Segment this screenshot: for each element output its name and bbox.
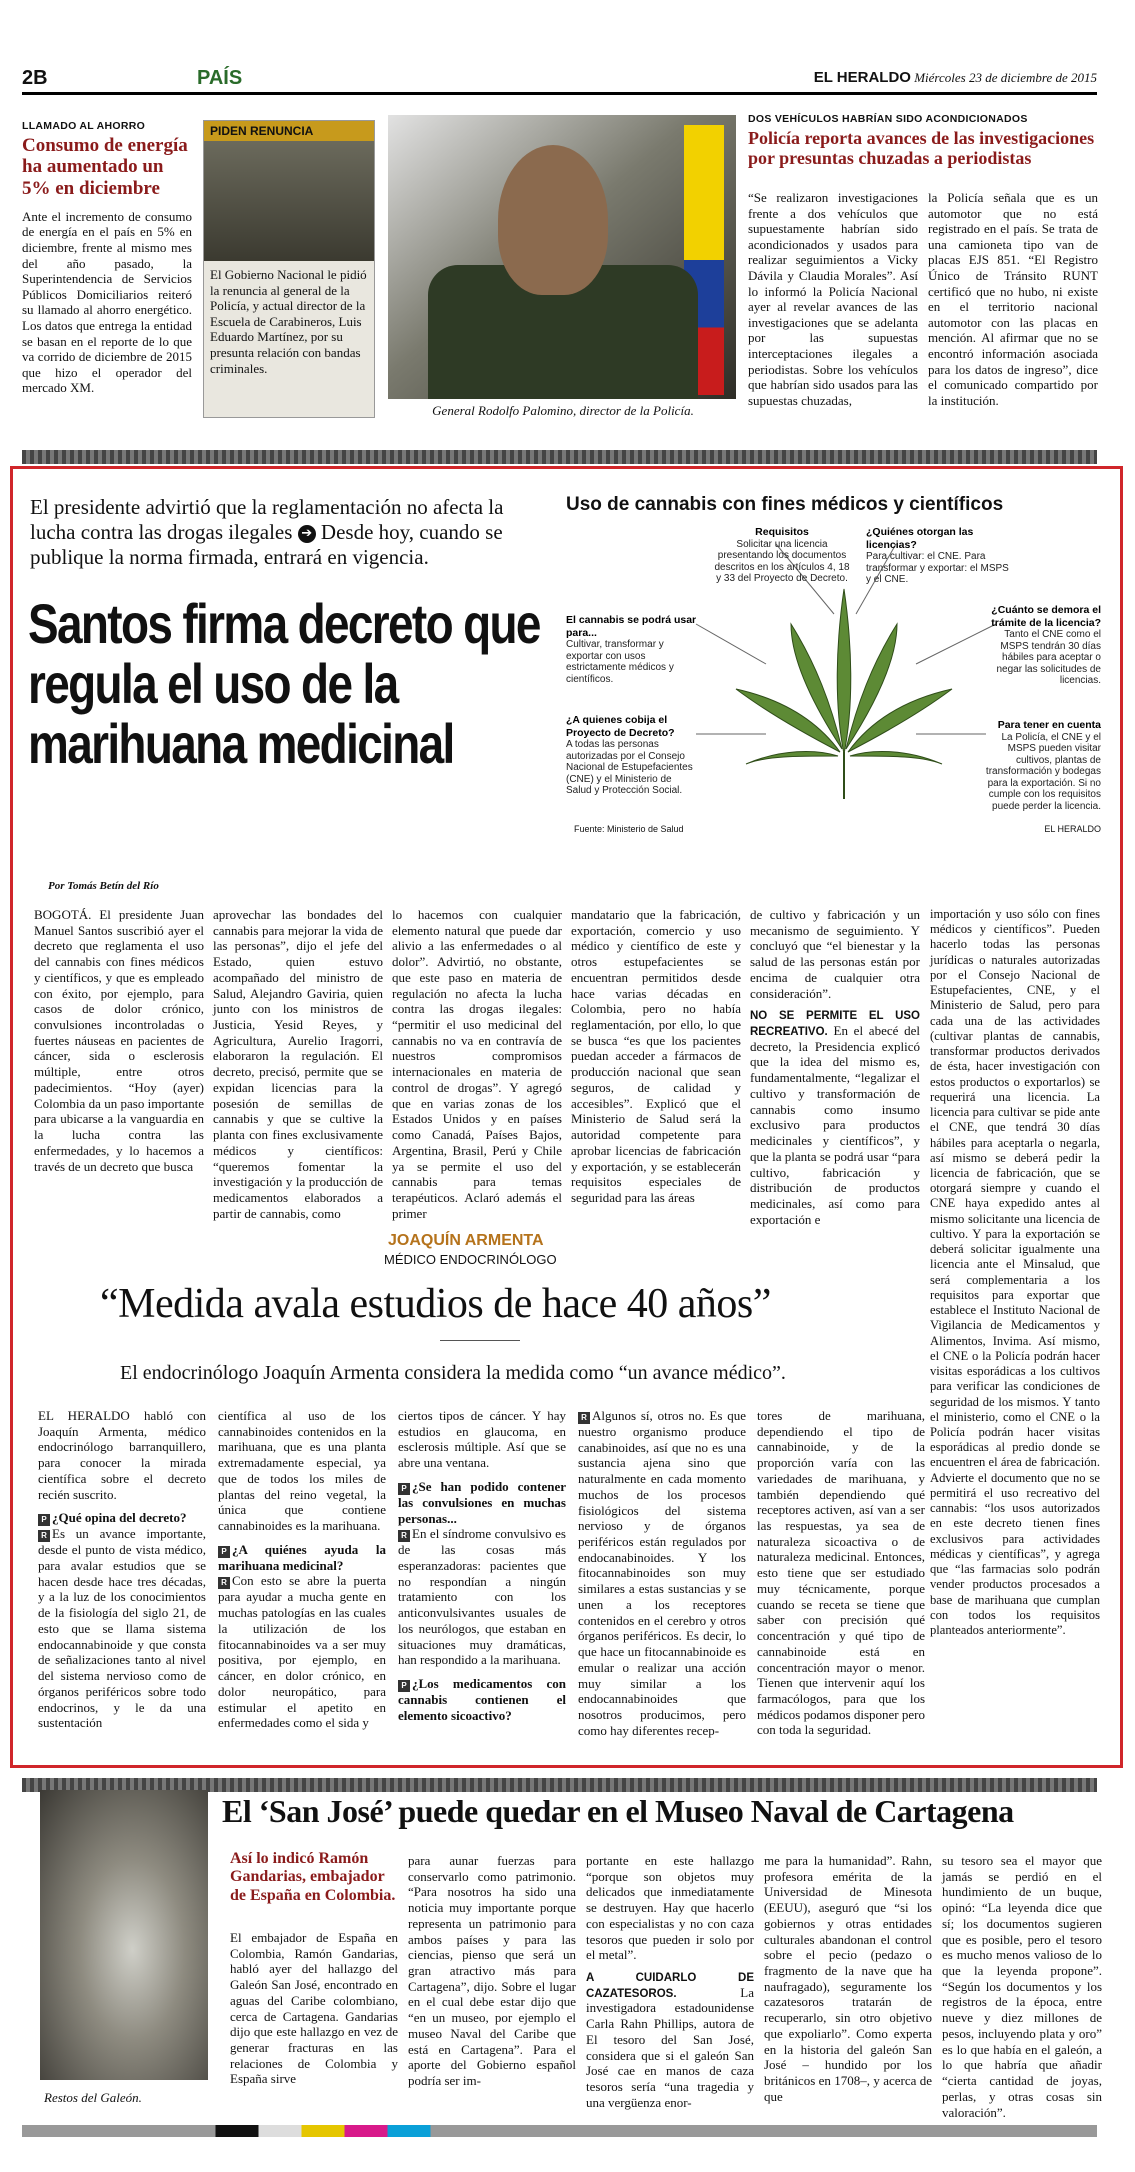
article-col-1: BOGOTÁ. El presidente Juan Manuel Santos suscribió ayer el decreto que reglamenta el uso del cannabis con fines médicos y científicos, y que es empleado con éxito, por ejemplo, para casos de dolor crónico, convulsiones incontroladas o fuertes náuseas en pacientes de cáncer, sida o esclerosis múltiple, entre otros padecimientos. “Hoy (ayer) Colombia da un paso importante para ubicarse a la vanguardia en la lucha contra las enfermedades, y lo hacemos a través de un decreto que busca [34,907,204,1174]
page-number: 2B [22,67,48,89]
info-tener-text: La Policía, el CNE y el MSPS pueden visitar cultivos, plantas de transformación y bodegas para la exportación. Si no cumple con los requisitos puede perder la licencia. [985,731,1101,812]
sanjose-col-1: El embajador de España en Colombia, Ramón Gandarias, habló ayer del hallazgo del Galeón San José, encontrado en aguas del Caribe colombiano, cerca de Cartagena. Gandarias dijo que este hallazgo en vez de generar fracturas en las relaciones de Colombia y España sirve [230,1930,398,2087]
info-requisitos-text: Solicitar una licencia presentando los documentos descritos en los artículos 4, 18 y 33 del Proyecto de Decreto. [714,538,850,584]
deck-part-b: Desde hoy, cuando se publique la norma firmada, entrará en vigencia. [30,520,503,570]
chuzadas-col2: la Policía señala que es un automotor que no está registrado en el país. Se trata de una camioneta tipo van de placas EJS 851. “El Registro Único de Tránsito RUNT certificó que no hubo, ni existe en el territorio nacional automotor con las placas en mención. Al afirmar que no se encontró información asociada para los datos de ingreso”, dice el comunicado compartido por la institución. [928,190,1098,408]
answer-marker-icon: R [38,1530,50,1542]
chuzadas-headline: Policía reporta avances de las investigaciones por presuntas chuzadas a periodistas [748,128,1095,169]
answer-marker-icon: R [398,1530,410,1542]
info-cobija [566,714,696,797]
galleon-remains-photo [40,1790,208,2080]
interview-col-4 [578,1408,746,1738]
info-cobija-title: ¿A quienes cobija el Proyecto de Decreto? [566,714,675,739]
brief-kicker: LLAMADO AL AHORRO [22,120,146,132]
interviewee-name: JOAQUÍN ARMENTA [388,1232,544,1249]
answer-2-cont: ciertos tipos de cáncer. Y hay estudios en glaucoma, en esclerosis múltiple. Así que se abre una ventana. [398,1408,566,1471]
info-requisitos [712,526,852,585]
general-portrait-photo [204,141,374,261]
article-col-6: importación y uso sólo con fines médicos y científicos”. Pueden hacerlo todas las personas jurídicas o naturales autorizadas por el Consejo Nacional de Estupefacientes, CNE, y el Ministerio de Salud, pero para cada una de las actividades (cultivar plantas de cannabis, transformar productos derivados de ésta, hacer investigación con estos productos o exportarlos) se requerirá una licencia. La licencia para cultivar se pide ante el CNE, que tendrá 30 días hábiles para aceptarla o negarla, así mismo se deberá pedir la licencia de fabricación, que se otorgará siempre y cuando el CNE haya expedido antes al mismo solicitante una licencia de cultivo. Y para la exportación se deberá solicitar igualmente una licencia ante el Minsalud, que será complementaria a los requisitos para exportar que establece el Instituto Nacional de Vigilancia de Medicamentos y Alimentos, Invima. Así mismo, el CNE o la Policía podrán hacer visitas esporádicas a los cultivos para verificar las condiciones de seguridad de los mismos. Y tanto el ministerio, como el CNE o la Policía podrán hacer visitas esporádicas al predio donde se encuentren el área de fabricación. Advierte el documento que no se permitirá el uso recreativo del cannabis: “los usos autorizados en este decreto tienen fines exclusivos para actividades médicas y científicas”, y agrega que “las farmacias solo podrán vender productos procesados a base de marihuana que cumplan con todos los requisitos planteados anteriormente”. [930,907,1100,1638]
chuzadas-col1: “Se realizaron investigaciones frente a dos vehículos que supuestamente habrían sido acondicionados y usados para realizar seguimientos a Vicky Dávila y Claudia Morales”. Así lo informó la Policía Nacional ayer al revelar avances de las investigaciones que se adelanta por las supuestas interceptaciones ilegales a periodistas. Sobre los vehículos que habrían sido usados para las supuestas chuzadas, [748,190,918,408]
info-source: Fuente: Ministerio de Salud [574,824,684,834]
question-marker-icon: P [398,1680,410,1692]
sanjose-subhead: A CUIDARLO DE CAZATESOROS. [586,1972,754,2000]
info-tener-title: Para tener en cuenta [997,719,1101,731]
question-3: ¿Se han podido contener las convulsiones en muchas personas... [398,1478,566,1526]
interview-deck: El endocrinólogo Joaquín Armenta considera la medida como “un avance médico”. [120,1362,786,1384]
main-deck [30,495,550,571]
brief-headline: Consumo de energía ha aumentado un 5% en diciembre [22,135,188,199]
info-quienes-title: ¿Quiénes otorgan las licencias? [866,526,974,551]
masthead [814,69,1097,86]
paper-name: EL HERALDO [813,69,911,86]
interview-col-1 [38,1408,206,1731]
info-quienes-text: Para cultivar: el CNE. Para transformar y exportar: el MSPS y el CNE. [866,551,1009,585]
brief-body: Ante el incremento de consumo de energía en el país en 5% en diciembre, frente al mismo mes del año pasado, la Superintendencia de Servicios Públicos Domiciliarios reiteró su llamado al ahorro energético. Los datos que entrega la entidad se basan en el reporte de lo que va corrido de diciembre de 2015 que hizo el operador del mercado XM. [22,208,192,396]
answer-2: Con esto se abre la puerta para ayudar a mucha gente en muchas patologías en las cuales la utilización de los fitocannabinoides va a ser muy positiva, por ejemplo, en cáncer, en dolor crónico, en dolor neuropático, para estimular el apetito en enfermedades como el sida y [218,1573,386,1731]
sanjose-col-5: su tesoro sea el mayor que jamás se perdió en el hundimiento de un buque, opinó: “La leyenda dice que sí; los documentos sugieren que es posible, pero el tesoro es mucho menos valioso de lo que la leyenda propone”. “Según los documentos y los registros de la época, entre nueve y diez millones de pesos, incluyendo plata y oro” es lo que había en el galeón, a lo que habría que añadir “cierta cantidad de joyas, perlas, y otras cosas sin valoración”. [942,1853,1102,2120]
section-name: PAÍS [197,67,243,89]
question-2: ¿A quiénes ayuda la marihuana medicinal? [218,1541,386,1573]
question-4: ¿Los medicamentos con cannabis contienen el elemento sicoactivo? [398,1676,566,1723]
galleon-caption: Restos del Galeón. [44,2090,142,2105]
chuzadas-kicker: DOS VEHÍCULOS HABRÍAN SIDO ACONDICIONADOS [748,113,1028,125]
sanjose-headline: El ‘San José’ puede quedar en el Museo Naval de Cartagena [222,1793,1014,1829]
sanjose-col-3 [586,1853,754,2111]
brief-chuzadas [748,113,1098,168]
sanjose-col-3b: La investigadora estadounidense Carla Rahn Phillips, autora de El tesoro del San José, considera que si el galeón San José cae en manos de caza tesoros sería “una tragedia y una vergüenza enor- [586,1984,754,2110]
interviewee-role: MÉDICO ENDOCRINÓLOGO [384,1252,557,1267]
sanjose-col-3a: portante en este hallazgo “porque son objetos muy delicados que inmediatamente se destruyen. Hay que hacerlo con especialistas y no con caza tesoros que pueden ir solo por el metal”. [586,1853,754,1963]
print-color-bar [22,2125,1097,2137]
cannabis-infographic [566,494,1101,839]
issue-date: Miércoles 23 de diciembre de 2015 [914,70,1097,85]
info-cuanto-text: Tanto el CNE como el MSPS tendrán 30 días hábiles para aceptar o negar las solicitudes de licencias. [996,629,1101,686]
info-quienes [866,526,1016,586]
photo-figure-head [498,145,608,295]
interview-col-2 [218,1408,386,1731]
brief-energy [22,120,192,396]
answer-4: Algunos sí, otros no. Es que nuestro organismo produce canabinoides, así que no es una sustancia ajena sino que naturalmente en cada momento muchos de los procesos fisiológicos del sistema nervioso y de órganos periféricos están regulados por endocanabinoides. Y los fitocannabinoides son muy similares a estas sustancias y se unen a los receptores contenidos en el cerebro y otros órganos periféricos. Es decir, lo que hace un fitocannabinoide es emular o realizar una acción muy similar a los endocannabinoides que nosotros producimos, pero como hay diferentes recep- [578,1408,746,1738]
arrow-icon: ➔ [298,525,316,543]
divider-strip [22,450,1097,464]
palomino-photo [388,115,736,399]
article-col-4: mandatario que la fabricación, exportación, comercio y uso médico y científico de este y otros estupefacientes se encuentran permitidos desde hace varias décadas en Colombia, pero no había reglamentación, por ello, lo que se busca “es que los pacientes puedan acceder a fármacos de producción nacional que sean seguros, de calidad y accesibles”. Explicó que el Ministerio de Salud será la autoridad competente para aprobar licencias de fabricación y exportación, y se establecerán requisitos especiales de seguridad para las áreas [571,907,741,1205]
sanjose-col-4: me para la humanidad”. Rahn, profesora emérita de la Universidad de Minesota (EEUU), aseguró que “si los gobiernos y otras entidades culturales abandonan el control sobre el pecio (pedazo o fragmento de la nave que ha naufragado), seguramente los cazatesoros tratarán de recuperarlo, sin otro objetivo que expoliarlo”. Como experta en la historia del galeón San José – hundido por los británicos en 1708–, y acerca de que [764,1853,932,2104]
interview-intro: EL HERALDO habló con Joaquín Armenta, médico endocrinólogo barranquillero, para conocer la mirada científica sobre el decreto recién suscrito. [38,1408,206,1502]
sanjose-col-2: para aunar fuerzas para conservarlo como patrimonio. “Para nosotros ha sido una noticia muy importante porque representa un patrimonio para ambos países y para las ciencias, pienso que será un gran atractivo más para Cartagena”, dijo. Sobre el lugar en el cual debe estar dijo que “en un museo, por ejemplo el museo Naval del Caribe que está en Cartagena”. Para el aporte del Gobierno español podría ser im- [408,1853,576,2089]
answer-marker-icon: R [218,1577,230,1589]
info-cuanto [986,604,1101,687]
info-para-que-text: Cultivar, transformar y exportar con usos estrictamente médicos y científicos. [566,639,674,685]
page-header [22,65,1097,95]
brief-renuncia [203,120,375,418]
info-brand: EL HERALDO [1044,824,1101,834]
info-tener [976,719,1101,812]
question-marker-icon: P [398,1483,410,1495]
info-cobija-text: A todas las personas autorizadas por el Consejo Nacional de Estupefacientes (CNE) y el Ministerio de Salud y Protección Social. [566,739,693,796]
article-col-5b: En el abecé del decreto, la Presidencia explicó que la idea del mismo es, fundamentalmente, “legalizar el cultivo y transformación de cannabis como insumo exclusivo para productos medicinales y científicos”, y que la planta se podrá usar “para cultivo, fabricación y distribución de productos medicinales, así como para exportación e [750,1023,920,1227]
info-para-que [566,614,701,685]
byline: Por Tomás Betín del Río [48,880,159,892]
info-para-que-title: El cannabis se podrá usar para... [566,614,697,639]
question-1: ¿Qué opina del decreto? [52,1510,187,1526]
article-col-3: lo hacemos con cualquier elemento natural que puede dar alivio a las enfermedades o al dolor”. Advirtió, no obstante, que este paso en materia de regulación no afecta la lucha contra las drogas ilegales: “permitir el uso medicinal del cannabis no va en contravía de nuestros compromisos internacionales en materia de control de drogas”. Y agregó que en varias zonas de los Estados Unidos y en países como Canadá, Países Bajos, Argentina, Brasil, Perú y Chile ya se permite el uso del cannabis para temas terapéuticos. Aclaró además el primer [392,907,562,1221]
renuncia-text: El Gobierno Nacional le pidió la renuncia al general de la Policía, y actual director de la Escuela de Carabineros, Luis Eduardo Martínez, por su presunta relación con bandas criminales. [210,267,367,376]
info-cuanto-title: ¿Cuánto se demora el trámite de la licencia? [991,604,1101,629]
interview-quote-headline: “Medida avala estudios de hace 40 años” [100,1281,771,1327]
article-col-5 [750,907,920,1227]
info-requisitos-title: Requisitos [755,526,809,538]
article-subhead: NO SE PERMITE EL USO RECREATIVO. [750,1010,920,1039]
main-headline: Santos firma decreto que regula el uso de la marihuana medicinal [28,592,540,775]
question-marker-icon: P [218,1546,230,1558]
answer-3: En el síndrome convulsivo es de las cosas más esperanzadoras: pacientes que no respondían a ningún tratamiento con los anticonvulsivantes usuales de los neurólogos, que estaban en situaciones muy dramáticas, han respondido a la marihuana. [398,1526,566,1668]
deck-part-a: El presidente advirtió que la reglamentación no afecta la lucha contra las drogas ilegales [30,495,504,545]
interview-col-3 [398,1408,566,1724]
sanjose-deck: Así lo indicó Ramón Gandarias, embajador de España en Colombia. [230,1850,396,1904]
article-col-2: aprovechar las bondades del cannabis para mejorar la vida de las personas”, dijo el jefe del Estado, quien estuvo acompañado del ministro de Salud, Alejandro Gaviria, quien junto con los ministros de Justicia, Yesid Reyes, y Agricultura, Aurelio Iragorri, elaboraron la regulación. El decreto, precisó, permite que se expidan licencias para la posesión de semillas de cannabis y que se cultive la planta con fines exclusivamente médicos y científicos: “queremos fomentar la investigación y la producción de medicamentos elaborados a partir de cannabis, como [213,907,383,1221]
answer-1-cont: científica al uso de los cannabinoides contenidos en la marihuana, que es una planta extremadamente especial, ya que de todos los miles de plantas del reino vegetal, la única que contiene cannabinoides es la marihuana. [218,1408,386,1534]
infographic-title: Uso de cannabis con fines médicos y científicos [566,494,1004,515]
photo-caption: General Rodolfo Palomino, director de la Policía. [432,403,694,418]
question-marker-icon: P [38,1514,50,1526]
divider [440,1340,520,1341]
interview-col-5: tores de marihuana, dependiendo el tipo de cannabinoide, y de la proporción varía con las variedades de marihuana, y también dependiendo qué receptores activen, así van a ser las respuestas, ya sea de naturaleza sicoactiva o de naturaleza medicinal. Entonces, esto tiene que ser estudiado muy técnicamente, porque cuando se receta se tiene que saber con precisión qué concentración y qué tipo de cannabinoide está en concentración mayor o menor. Tienen que intervenir aquí los farmacólogos, para que los médicos podamos disponer pero con toda la seguridad. [757,1408,925,1738]
answer-marker-icon: R [578,1412,590,1424]
article-col-5a: de cultivo y fabricación y un mecanismo de seguimiento. Y concluyó que “el bienestar y la salud de las personas están por encima de cualquier otra consideración”. [750,907,920,1001]
answer-1: Es un avance importante, desde el punto de vista médico, para avalar estudios que se hacen desde hace tres décadas, y a la luz de los conocimientos de la fisiología del siglo 21, de esto que se llama sistema endocannabinoide y que consta de señalizaciones tanto al nivel del sistema nervioso como de órganos periféricos sobre todo endocrinos, y le da una sustentación [38,1526,206,1731]
renuncia-label: PIDEN RENUNCIA [204,121,374,141]
